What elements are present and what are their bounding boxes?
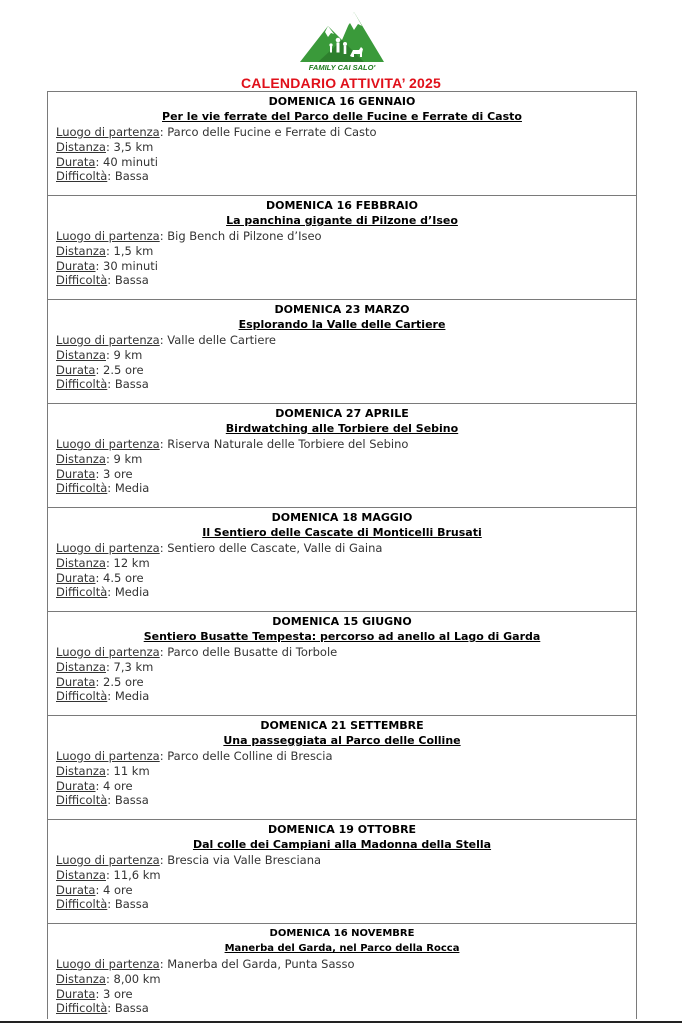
difficulty-value: Bassa (114, 273, 149, 288)
start-row: Luogo di partenza: Manerba del Garda, Punta Sasso (56, 957, 355, 971)
event-date: DOMENICA 23 MARZO (274, 303, 410, 316)
start-row: Luogo di partenza: Parco delle Busatte di Torbole (56, 645, 338, 659)
event-entry (48, 92, 636, 196)
start-value: Parco delle Colline di Brescia (167, 749, 333, 763)
duration-row: Durata: 2.5 ore (56, 674, 144, 689)
duration-row: Durata: 2.5 ore (56, 362, 144, 377)
difficulty-row: Difficoltà: Media (56, 585, 150, 600)
event-date: DOMENICA 18 MAGGIO (271, 511, 413, 524)
difficulty-value: Media (114, 689, 150, 704)
start-row: Luogo di partenza: Brescia via Valle Bresciana (56, 853, 322, 867)
distance-row: Distanza: 3,5 km (56, 139, 154, 154)
duration-row: Durata: 3 ore (56, 466, 133, 481)
distance-row: Distanza: 9 km (56, 451, 143, 466)
start-row: Luogo di partenza: Valle delle Cartiere (56, 333, 277, 347)
start-value: Manerba del Garda, Punta Sasso (167, 957, 355, 971)
duration-value: 30 minuti (103, 258, 158, 273)
duration-value: 3 ore (103, 986, 133, 1001)
difficulty-value: Bassa (114, 897, 149, 912)
difficulty-value: Bassa (114, 169, 149, 184)
duration-value: 4 ore (103, 882, 133, 897)
distance-row: Distanza: 9 km (56, 347, 143, 362)
event-entry (48, 820, 636, 924)
event-date: DOMENICA 15 GIUGNO (272, 615, 412, 628)
event-title: Manerba del Garda, nel Parco della Rocca (224, 943, 460, 954)
event-title: Dal colle dei Campiani alla Madonna della Stella (192, 838, 492, 851)
difficulty-row: Difficoltà: Bassa (56, 377, 149, 392)
start-row: Luogo di partenza: Parco delle Fucine e Ferrate di Casto (56, 125, 377, 139)
event-title: Il Sentiero delle Cascate di Monticelli Brusati (202, 526, 482, 539)
distance-value: 11,6 km (113, 867, 161, 882)
duration-value: 4 ore (103, 778, 133, 793)
event-title: Una passeggiata al Parco delle Colline (223, 734, 461, 747)
duration-row: Durata: 4.5 ore (56, 570, 144, 585)
duration-row: Durata: 30 minuti (56, 258, 158, 273)
distance-row: Distanza: 1,5 km (56, 243, 154, 258)
distance-row: Distanza: 11,6 km (56, 867, 161, 882)
start-value: Big Bench di Pilzone d’Iseo (167, 229, 322, 243)
event-date: DOMENICA 16 FEBBRAIO (265, 199, 419, 212)
distance-row: Distanza: 7,3 km (56, 659, 154, 674)
difficulty-value: Media (114, 481, 150, 496)
event-date: DOMENICA 19 OTTOBRE (267, 823, 417, 836)
start-value: Brescia via Valle Bresciana (167, 853, 322, 867)
difficulty-row: Difficoltà: Bassa (56, 1001, 149, 1016)
duration-row: Durata: 40 minuti (56, 154, 158, 169)
difficulty-row: Difficoltà: Media (56, 689, 150, 704)
event-date: DOMENICA 27 APRILE (275, 407, 409, 420)
distance-value: 12 km (113, 555, 150, 570)
duration-value: 3 ore (103, 466, 133, 481)
distance-value: 9 km (113, 347, 143, 362)
logo-text: FAMILY CAI SALO' (308, 63, 376, 72)
event-date: DOMENICA 16 NOVEMBRE (269, 928, 415, 939)
page-title: CALENDARIO ATTIVITA’ 2025 (241, 75, 441, 91)
start-row: Luogo di partenza: Parco delle Colline di Brescia (56, 749, 333, 763)
difficulty-row: Difficoltà: Bassa (56, 169, 149, 184)
events-table (47, 91, 637, 1019)
difficulty-row: Difficoltà: Bassa (56, 897, 149, 912)
start-row: Luogo di partenza: Big Bench di Pilzone d’Iseo (56, 229, 322, 243)
start-value: Riserva Naturale delle Torbiere del Sebino (167, 437, 409, 451)
distance-value: 8,00 km (113, 971, 161, 986)
start-row: Luogo di partenza: Riserva Naturale delle Torbiere del Sebino (56, 437, 409, 451)
distance-value: 3,5 km (113, 139, 154, 154)
event-entry (48, 404, 636, 508)
duration-row: Durata: 4 ore (56, 778, 133, 793)
event-date: DOMENICA 21 SETTEMBRE (260, 719, 424, 732)
difficulty-value: Bassa (114, 377, 149, 392)
duration-row: Durata: 4 ore (56, 882, 133, 897)
event-title: Esplorando la Valle delle Cartiere (238, 318, 446, 331)
distance-value: 11 km (113, 763, 150, 778)
event-entry (48, 508, 636, 612)
family-cai-logo (298, 10, 386, 72)
event-title: Sentiero Busatte Tempesta: percorso ad anello al Lago di Garda (143, 630, 541, 643)
event-title: Per le vie ferrate del Parco delle Fucine e Ferrate di Casto (162, 110, 522, 123)
distance-value: 1,5 km (113, 243, 154, 258)
distance-row: Distanza: 12 km (56, 555, 150, 570)
event-title: La panchina gigante di Pilzone d’Iseo (226, 214, 458, 227)
page-bottom-divider (0, 1021, 682, 1023)
difficulty-value: Bassa (114, 793, 149, 808)
duration-value: 2.5 ore (103, 362, 144, 377)
duration-value: 40 minuti (103, 154, 158, 169)
duration-value: 4.5 ore (103, 570, 144, 585)
start-value: Sentiero delle Cascate, Valle di Gaina (167, 541, 383, 555)
start-value: Parco delle Busatte di Torbole (167, 645, 338, 659)
start-row: Luogo di partenza: Sentiero delle Cascate, Valle di Gaina (56, 541, 383, 555)
distance-row: Distanza: 11 km (56, 763, 150, 778)
start-value: Parco delle Fucine e Ferrate di Casto (167, 125, 377, 139)
duration-value: 2.5 ore (103, 674, 144, 689)
difficulty-row: Difficoltà: Bassa (56, 793, 149, 808)
event-entry (48, 924, 636, 1019)
difficulty-row: Difficoltà: Media (56, 481, 150, 496)
event-entry (48, 716, 636, 820)
distance-row: Distanza: 8,00 km (56, 971, 161, 986)
event-entry (48, 612, 636, 716)
difficulty-value: Bassa (114, 1001, 149, 1016)
start-value: Valle delle Cartiere (167, 333, 277, 347)
duration-row: Durata: 3 ore (56, 986, 133, 1001)
distance-value: 7,3 km (113, 659, 154, 674)
event-entry (48, 196, 636, 300)
event-date: DOMENICA 16 GENNAIO (268, 95, 416, 108)
distance-value: 9 km (113, 451, 143, 466)
event-title: Birdwatching alle Torbiere del Sebino (225, 422, 459, 435)
difficulty-value: Media (114, 585, 150, 600)
difficulty-row: Difficoltà: Bassa (56, 273, 149, 288)
event-entry (48, 300, 636, 404)
